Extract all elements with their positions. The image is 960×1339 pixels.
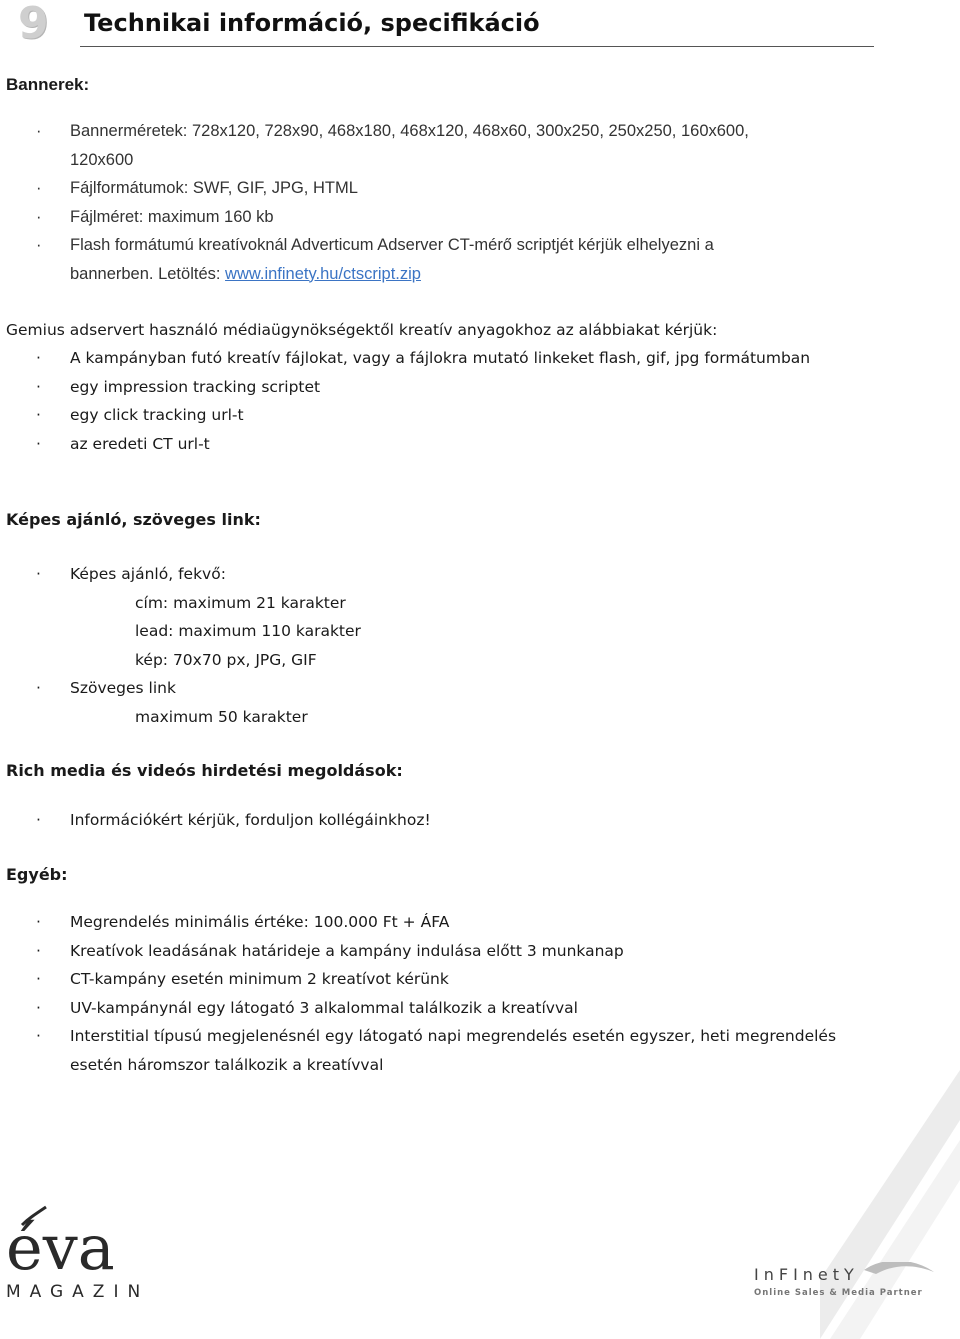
list-item-text: egy click tracking url-t xyxy=(70,406,244,424)
bullet-icon: · xyxy=(36,207,42,226)
list-item-text: egy impression tracking scriptet xyxy=(70,377,321,396)
gemius-list xyxy=(0,344,890,458)
sub-item-text: maximum 50 karakter xyxy=(135,707,308,726)
sub-item xyxy=(0,703,890,732)
list-item xyxy=(0,560,890,589)
bullet-icon: · xyxy=(36,349,41,367)
egyeb-list xyxy=(0,908,890,1079)
list-item xyxy=(0,937,890,966)
sub-item xyxy=(0,617,890,646)
bullet-icon: · xyxy=(36,941,41,960)
sub-item xyxy=(0,589,890,618)
bannerek-list xyxy=(0,117,890,288)
list-item xyxy=(0,231,890,260)
eva-logo-sub: MAGAZIN xyxy=(6,1282,150,1301)
bullet-icon: · xyxy=(36,811,41,829)
download-link[interactable]: www.infinety.hu/ctscript.zip xyxy=(225,264,421,283)
bullet-icon: · xyxy=(36,236,42,254)
bullet-icon: · xyxy=(36,179,42,197)
list-item xyxy=(0,203,890,232)
bullet-icon: · xyxy=(36,679,41,697)
list-item-text: Szöveges link xyxy=(70,679,176,697)
bullet-icon: · xyxy=(36,434,41,453)
list-item-continuation xyxy=(0,1051,890,1080)
list-item xyxy=(0,965,890,994)
eva-logo-word: éva xyxy=(6,1211,115,1284)
list-item-text: bannerben. Letöltés: xyxy=(70,264,226,283)
list-item xyxy=(0,430,890,459)
gemius-intro: Gemius adservert használó médiaügynökségektől kreatív anyagokhoz az alábbiakat kérjük: xyxy=(6,321,718,339)
list-item-continuation xyxy=(0,260,890,289)
infinety-logo-word: InFInetY xyxy=(754,1265,859,1284)
eva-magazin-logo xyxy=(4,1205,164,1301)
sub-item xyxy=(0,646,890,675)
infinety-logo xyxy=(744,1262,954,1302)
list-item-text: Fájlméret: maximum 160 kb xyxy=(70,207,274,226)
page-title: Technikai információ, specifikáció xyxy=(84,9,540,37)
list-item-text: Képes ajánló, fekvő: xyxy=(70,565,226,583)
bullet-icon: · xyxy=(36,377,41,396)
list-item-text: Információkért kérjük, forduljon kollégáinkhoz! xyxy=(70,811,431,829)
list-item-text: UV-kampánynál egy látogató 3 alkalommal találkozik a kreatívval xyxy=(70,998,578,1017)
section-heading-bannerek: Bannerek: xyxy=(6,75,90,94)
list-item-text: A kampányban futó kreatív fájlokat, vagy a fájlokra mutató linkeket flash, gif, jpg formátumban xyxy=(70,349,811,367)
infinety-logo-tagline: Online Sales & Media Partner xyxy=(754,1288,923,1298)
list-item xyxy=(0,994,890,1023)
list-item xyxy=(0,401,890,430)
list-item-text: CT-kampány esetén minimum 2 kreatívot kérünk xyxy=(70,970,449,988)
list-item-text: Bannerméretek: 728x120, 728x90, 468x180, 468x120, 468x60, 300x250, 250x250, 160x600, xyxy=(70,122,749,140)
bullet-icon: · xyxy=(36,1027,41,1045)
section-heading-egyeb: Egyéb: xyxy=(6,865,68,884)
bullet-icon: · xyxy=(36,122,42,140)
list-item-text: Flash formátumú kreatívoknál Adverticum Adserver CT-mérő scriptjét kérjük elhelyezni a xyxy=(70,236,714,254)
list-item-continuation xyxy=(0,146,890,175)
sub-item-text: cím: maximum 21 karakter xyxy=(135,593,346,612)
list-item xyxy=(0,674,890,703)
bullet-icon: · xyxy=(36,913,41,931)
list-item xyxy=(0,1022,890,1051)
list-item-text: Kreatívok leadásának határideje a kampány indulása előtt 3 munkanap xyxy=(70,941,624,960)
sub-item-text: kép: 70x70 px, JPG, GIF xyxy=(135,650,317,669)
sub-item-text: lead: maximum 110 karakter xyxy=(135,622,361,640)
bullet-icon: · xyxy=(36,406,41,424)
bullet-icon: · xyxy=(36,565,41,583)
page-number: 9 xyxy=(18,0,49,49)
list-item xyxy=(0,344,890,373)
list-item xyxy=(0,806,890,835)
bullet-icon: · xyxy=(36,970,41,988)
kepes-list xyxy=(0,560,890,731)
list-item-text: Fájlformátumok: SWF, GIF, JPG, HTML xyxy=(70,179,358,197)
bullet-icon: · xyxy=(36,998,41,1017)
list-item xyxy=(0,174,890,203)
list-item-text: az eredeti CT url-t xyxy=(70,434,210,453)
title-divider xyxy=(80,46,874,47)
list-item xyxy=(0,908,890,937)
list-item-text: 120x600 xyxy=(70,150,134,169)
section-heading-richmedia: Rich media és videós hirdetési megoldások: xyxy=(6,761,403,780)
list-item-text: Interstitial típusú megjelenésnél egy látogató napi megrendelés esetén egyszer, heti megrendelés xyxy=(70,1027,837,1045)
list-item-text: esetén háromszor találkozik a kreatívval xyxy=(70,1055,384,1074)
richmedia-list xyxy=(0,806,890,835)
list-item-text: Megrendelés minimális értéke: 100.000 Ft + ÁFA xyxy=(70,913,450,931)
list-item xyxy=(0,117,890,146)
list-item xyxy=(0,373,890,402)
section-heading-kepes: Képes ajánló, szöveges link: xyxy=(6,510,261,529)
